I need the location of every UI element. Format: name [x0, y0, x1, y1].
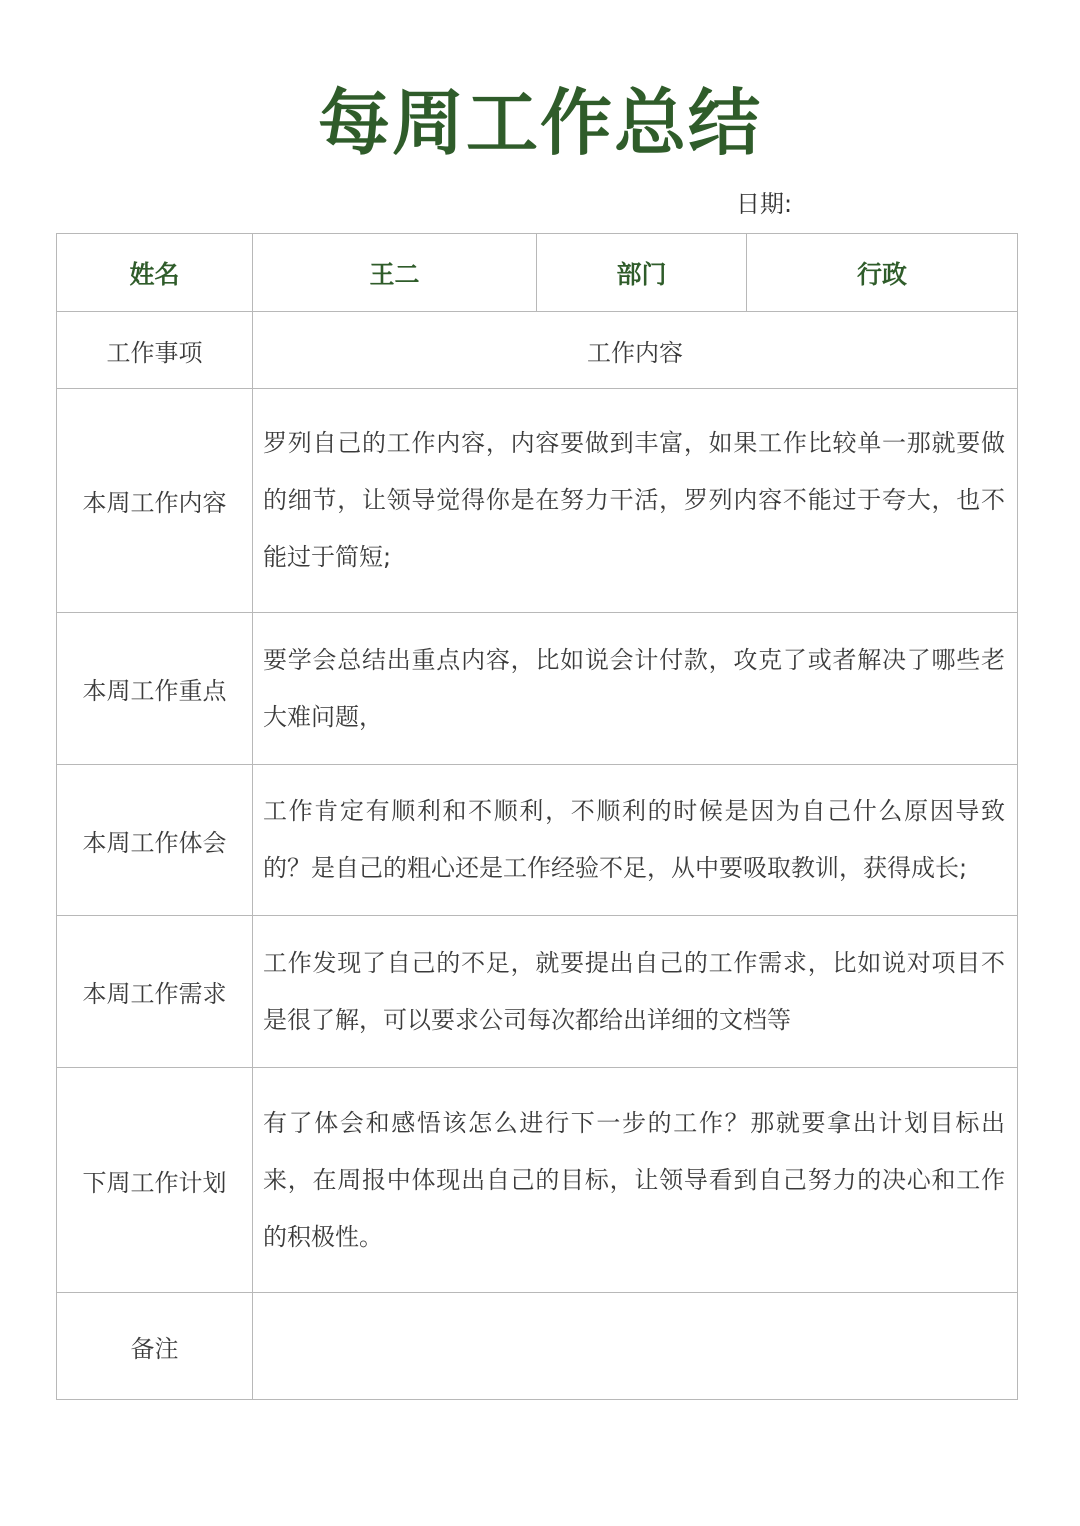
row-label-this-week-needs: 本周工作需求: [57, 916, 253, 1068]
summary-table: [56, 233, 1018, 1400]
row-content-this-week-needs: 工作发现了自己的不足，就要提出自己的工作需求，比如说对项目不是很了解，可以要求公司每次都给出详细的文档等: [253, 916, 1018, 1068]
date-label: 日期:: [736, 190, 793, 218]
header-row: [57, 234, 1018, 312]
row-label-this-week-experience: 本周工作体会: [57, 765, 253, 916]
table-row: [57, 916, 1018, 1068]
content-column-header: 工作内容: [253, 312, 1018, 389]
name-value-cell: 王二: [253, 234, 537, 312]
dept-value-cell: 行政: [747, 234, 1018, 312]
column-header-row: [57, 312, 1018, 389]
table-row: [57, 765, 1018, 916]
row-content-next-week-plan: 有了体会和感悟该怎么进行下一步的工作？那就要拿出计划目标出来，在周报中体现出自己的目标，让领导看到自己努力的决心和工作的积极性。: [253, 1068, 1018, 1293]
row-content-remarks[interactable]: [253, 1293, 1018, 1400]
row-label-next-week-plan: 下周工作计划: [57, 1068, 253, 1293]
item-column-header: 工作事项: [57, 312, 253, 389]
table-row: [57, 613, 1018, 765]
row-label-this-week-focus: 本周工作重点: [57, 613, 253, 765]
row-content-this-week-focus: 要学会总结出重点内容，比如说会计付款，攻克了或者解决了哪些老大难问题，: [253, 613, 1018, 765]
table-row: [57, 1293, 1018, 1400]
document-title: 每周工作总结: [317, 81, 762, 165]
row-label-this-week-content: 本周工作内容: [57, 389, 253, 613]
row-content-this-week-content: 罗列自己的工作内容，内容要做到丰富，如果工作比较单一那就要做的细节，让领导觉得你是在努力干活，罗列内容不能过于夸大，也不能过于简短;: [253, 389, 1018, 613]
row-label-remarks: 备注: [57, 1293, 253, 1400]
dept-label-cell: 部门: [537, 234, 747, 312]
name-label-cell: 姓名: [57, 234, 253, 312]
table-row: [57, 1068, 1018, 1293]
table-row: [57, 389, 1018, 613]
row-content-this-week-experience: 工作肯定有顺利和不顺利，不顺利的时候是因为自己什么原因导致的？是自己的粗心还是工作经验不足，从中要吸取教训，获得成长;: [253, 765, 1018, 916]
